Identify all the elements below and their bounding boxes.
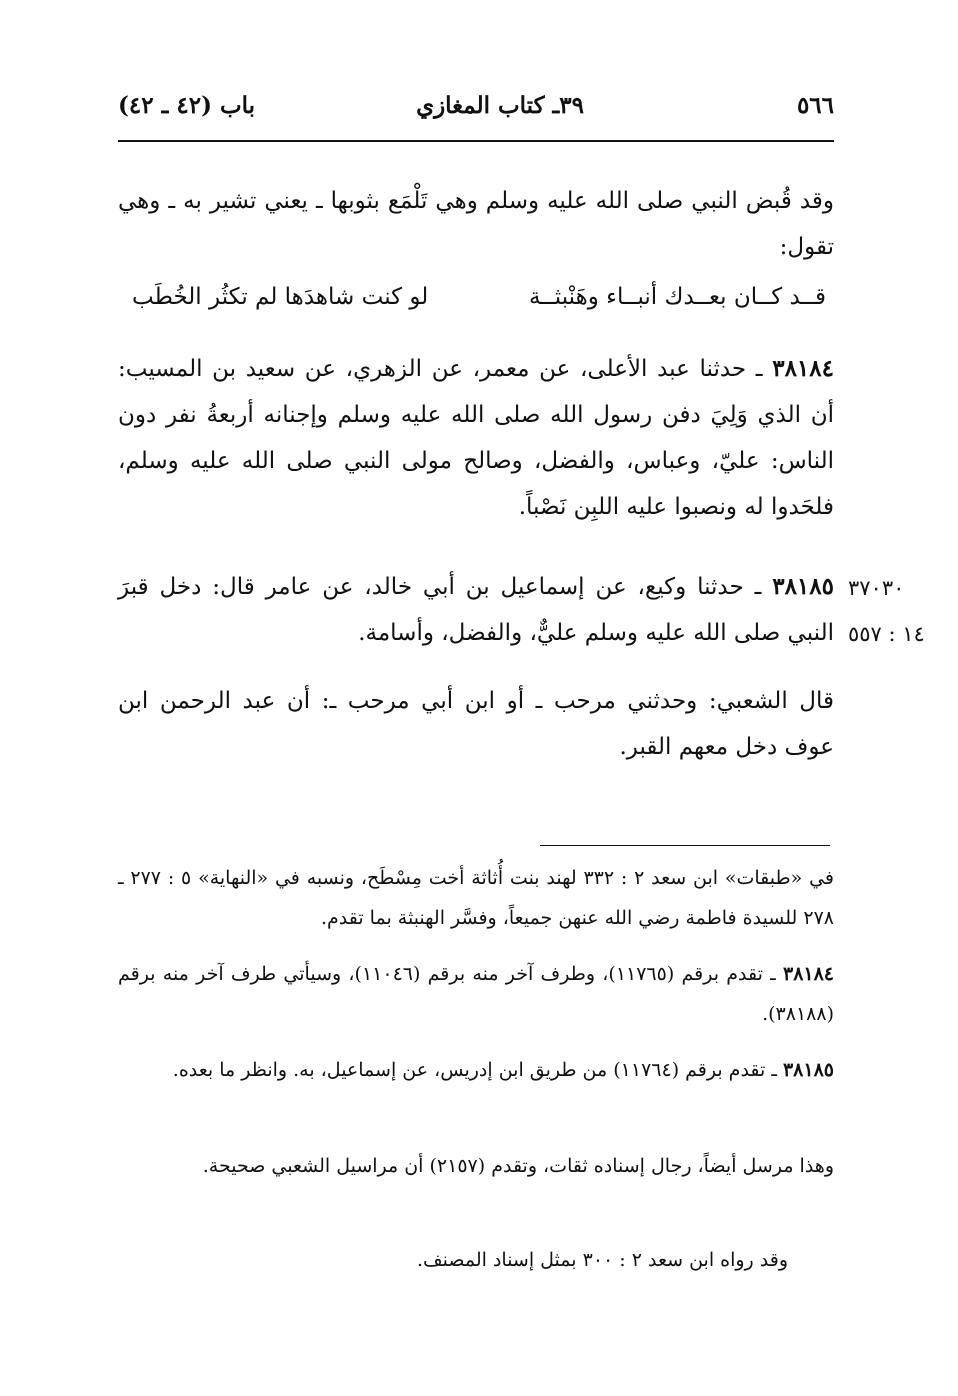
page-number: ٥٦٦: [796, 92, 834, 119]
footnote-38184: [118, 954, 834, 1034]
hadith-number: ٣٨١٨٥: [772, 573, 834, 600]
footnote-38185: [118, 1050, 834, 1090]
shabi-paragraph: قال الشعبي: وحدثني مرحب ـ أو ابن أبي مرحب ـ: أن عبد الرحمن ابن عوف دخل معهم القبر.: [118, 688, 834, 760]
page-header: [118, 92, 834, 126]
footnote-mursal: وهذا مرسل أيضاً، رجال إسناده ثقات، وتقدم (٢١٥٧) أن مراسيل الشعبي صحيحة.: [202, 1155, 834, 1177]
footnote-number: ٣٨١٨٤: [782, 963, 835, 985]
verse-line: [118, 284, 834, 324]
header-rule: [118, 140, 834, 142]
chapter-label: باب (٤٢ ـ ٤٢): [118, 92, 256, 119]
hadith-38184: [118, 346, 834, 530]
hadith-number: ٣٨١٨٤: [772, 355, 834, 382]
hadith-text: ـ حدثنا وكيع، عن إسماعيل بن أبي خالد، عن عامر قال: دخل قبرَ النبي صلى الله عليه وسلم عليٌّ، والفضل، وأسامة.: [118, 574, 834, 646]
intro-paragraph: وقد قُبض النبي صلى الله عليه وسلم وهي تَلْمَع بثوبها ـ يعني تشير به ـ وهي تقول:: [118, 188, 834, 260]
margin-ref-1: ٣٧٠٣٠: [848, 576, 905, 600]
hadith-text: ـ حدثنا عبد الأعلى، عن معمر، عن الزهري، عن سعيد بن المسيب: أن الذي وَلِيَ دفن رسول الله صلى الله عليه وسلم وإجنانه أربعةُ نفر دون الناس: عليّ، وعباس، والفضل، وصالح مولى النبي صلى الله عليه وسلم، فلحَدوا له ونصبوا عليه اللبِن نَصْباً.: [118, 356, 834, 520]
footnote-text: ـ تقدم برقم (١١٧٦٤) من طريق ابن إدريس، عن إسماعيل، به. وانظر ما بعده.: [172, 1059, 777, 1081]
verse-right-hemistich: قــد كــان بعــدك أنبــاء وهَنْبثــة: [528, 284, 826, 310]
footnote-ibn-saad: وقد رواه ابن سعد ٢ : ٣٠٠ بمثل إسناد المصنف.: [416, 1249, 788, 1271]
verse-left-hemistich: لو كنت شاهدَها لم تكثُر الخُطَب: [132, 284, 429, 310]
footnote-continuation: في «طبقات» ابن سعد ٢ : ٣٣٢ لهند بنت أُثاثة أخت مِسْطَح، ونسبه في «النهاية» ٥ : ٢٧٧ ـ ٢٧٨ للسيدة فاطمة رضي الله عنهن جميعاً، وفسَّر الهنبثة بما تقدم.: [118, 867, 834, 929]
footnote-number: ٣٨١٨٥: [782, 1059, 834, 1081]
hadith-38185: [118, 564, 834, 656]
margin-ref-2: ١٤ : ٥٥٧: [848, 622, 925, 646]
footnote-rule: [540, 845, 830, 846]
footnote-text: ـ تقدم برقم (١١٧٦٥)، وطرف آخر منه برقم (١١٠٤٦)، وسيأتي طرف آخر منه برقم (٣٨١٨٨).: [118, 963, 834, 1025]
book-title: ٣٩ـ كتاب المغازي: [416, 92, 584, 119]
